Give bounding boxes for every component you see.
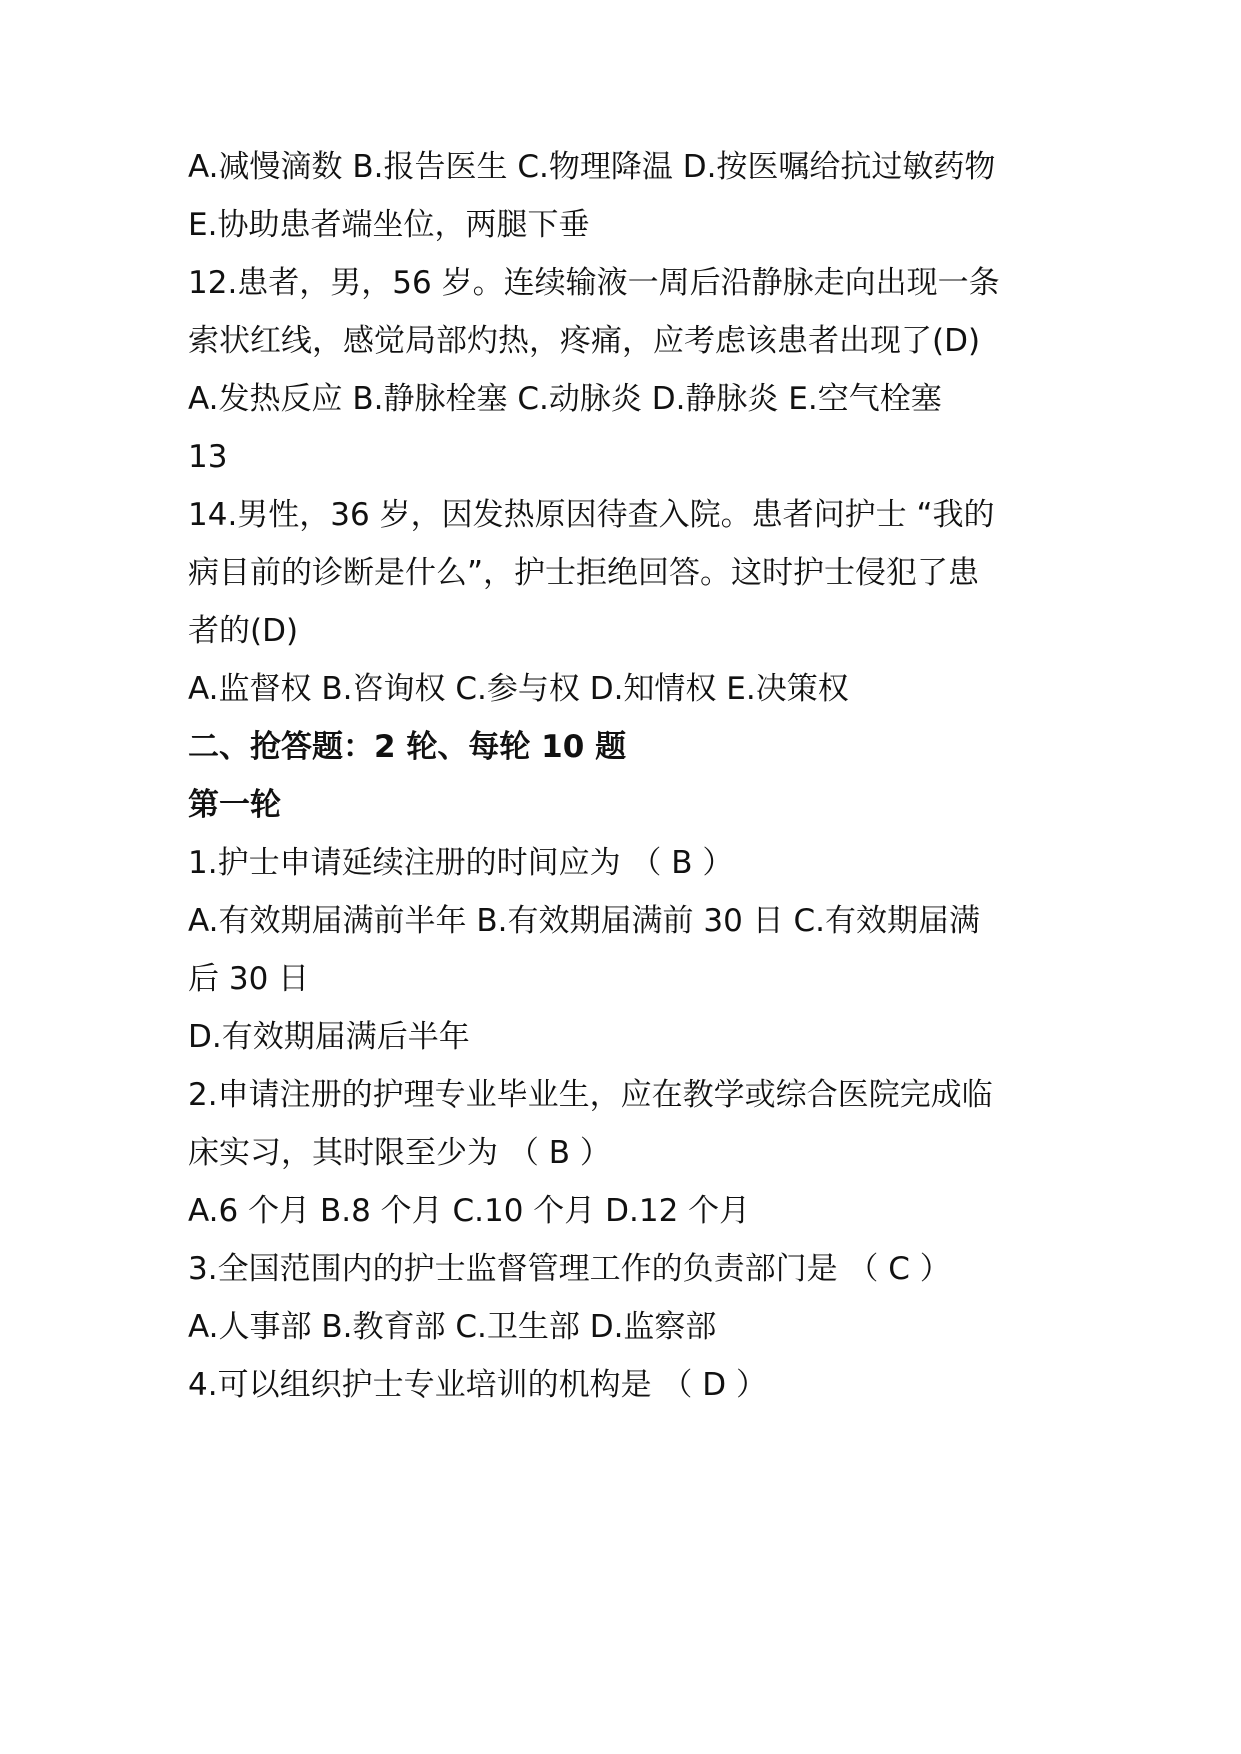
section-heading: 二、抢答题：2 轮、每轮 10 题 (188, 729, 627, 765)
option-line: A.监督权 B.咨询权 C.参与权 D.知情权 E.决策权 (188, 671, 849, 707)
option-line: A.减慢滴数 B.报告医生 C.物理降温 D.按医嘱给抗过敏药物 (188, 149, 996, 185)
question-line: 1.护士申请延续注册的时间应为 （ B ） (188, 845, 734, 881)
question-line: 床实习，其时限至少为 （ B ） (188, 1135, 611, 1171)
question-line: 3.全国范围内的护士监督管理工作的负责部门是 （ C ） (188, 1251, 951, 1287)
question-line: 索状红线，感觉局部灼热，疼痛，应考虑该患者出现了(D) (188, 323, 981, 359)
question-line: 4.可以组织护士专业培训的机构是 （ D ） (188, 1367, 768, 1403)
question-line: 2.申请注册的护理专业毕业生，应在教学或综合医院完成临 (188, 1077, 993, 1113)
question-line: 12.患者，男，56 岁。连续输液一周后沿静脉走向出现一条 (188, 265, 1000, 301)
option-line: A.有效期届满前半年 B.有效期届满前 30 日 C.有效期届满 (188, 903, 980, 939)
question-line: 14.男性，36 岁，因发热原因待查入院。患者问护士 “我的 (188, 497, 995, 533)
question-line: 病目前的诊断是什么”，护士拒绝回答。这时护士侵犯了患 (188, 555, 980, 591)
option-line: 后 30 日 (188, 961, 310, 997)
question-line: 者的(D) (188, 613, 299, 649)
question-number: 13 (188, 439, 228, 475)
option-line: E.协助患者端坐位，两腿下垂 (188, 207, 590, 243)
option-line: A.6 个月 B.8 个月 C.10 个月 D.12 个月 (188, 1193, 751, 1229)
option-line: A.发热反应 B.静脉栓塞 C.动脉炎 D.静脉炎 E.空气栓塞 (188, 381, 942, 417)
option-line: A.人事部 B.教育部 C.卫生部 D.监察部 (188, 1309, 717, 1345)
round-heading: 第一轮 (188, 787, 281, 823)
option-line: D.有效期届满后半年 (188, 1019, 470, 1055)
